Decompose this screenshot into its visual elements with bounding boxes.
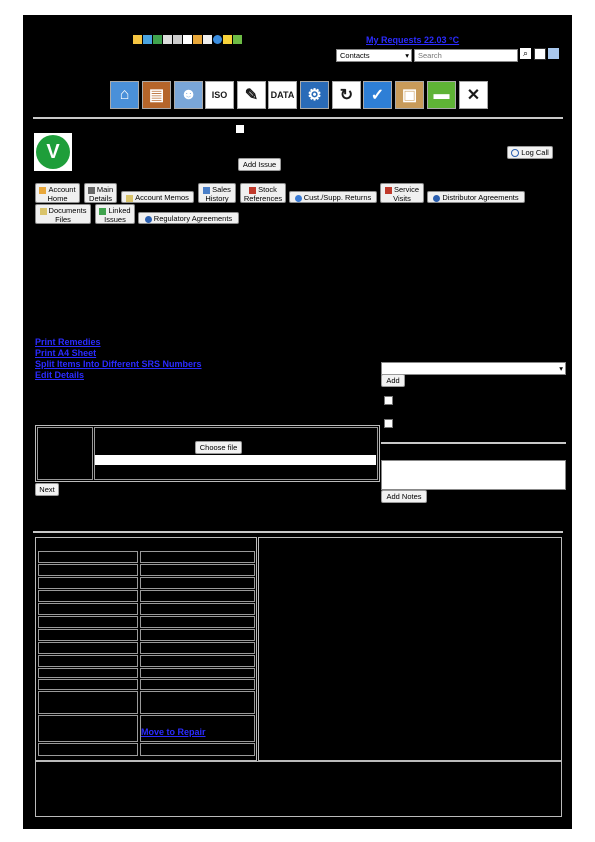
stock-tab-icon — [249, 187, 256, 194]
tab-account-memos[interactable] — [121, 191, 194, 203]
company-logo — [34, 133, 72, 171]
returns-tab-icon — [295, 195, 302, 202]
tab-label: Service Visits — [393, 185, 419, 203]
pen-icon[interactable]: ✎ — [237, 81, 266, 109]
tab-label: Distributor Agreements — [442, 193, 519, 202]
table-label-cell — [38, 564, 138, 576]
table-label-cell — [38, 679, 138, 690]
link-tab-icon — [99, 208, 106, 215]
log-call-button[interactable] — [507, 146, 553, 159]
table-label-cell — [38, 616, 138, 628]
add-button[interactable]: Add — [381, 374, 405, 387]
expand-icon[interactable] — [548, 48, 559, 59]
table-value-cell — [140, 551, 255, 563]
iso-icon[interactable]: ISO — [205, 81, 234, 109]
shop-icon[interactable]: ▤ — [142, 81, 171, 109]
table-value-cell — [140, 577, 255, 589]
globe-icon[interactable] — [143, 35, 152, 44]
lightning-icon[interactable] — [223, 35, 232, 44]
divider-top — [33, 117, 563, 119]
tab-linked-issues[interactable] — [95, 204, 135, 224]
upload-label-cell — [37, 427, 93, 480]
add-issue-button[interactable]: Add Issue — [238, 158, 281, 171]
chevron-down-icon: ▾ — [405, 51, 409, 60]
search-scope-value: Contacts — [340, 51, 370, 60]
folder-icon[interactable] — [193, 35, 202, 44]
agreement-tab-icon — [433, 195, 440, 202]
print-remedies-link[interactable]: Print Remedies — [35, 337, 101, 347]
tab-label: Main Details — [89, 185, 114, 203]
notes-textarea[interactable] — [381, 460, 566, 490]
box-icon[interactable]: ▣ — [395, 81, 424, 109]
tab-label: Regulatory Agreements — [153, 214, 233, 223]
tab-regulatory-agreements[interactable] — [138, 212, 239, 224]
table-value-cell — [140, 679, 255, 690]
documents-tab-icon — [40, 208, 47, 215]
option-checkbox-2[interactable] — [384, 419, 393, 428]
page-background — [23, 15, 572, 829]
book-icon[interactable] — [173, 35, 182, 44]
log-call-label: Log Call — [521, 148, 549, 157]
table-value-cell — [140, 564, 255, 576]
tab-label: Cust./Supp. Returns — [303, 193, 372, 202]
new-window-icon[interactable] — [534, 48, 546, 60]
tab-label: Stock References — [243, 185, 283, 203]
paint-icon[interactable] — [203, 35, 212, 44]
add-notes-button[interactable]: Add Notes — [381, 490, 427, 503]
move-to-repair-link[interactable]: Move to Repair — [141, 727, 206, 737]
notes-type-select[interactable] — [381, 362, 566, 375]
choose-file-button[interactable]: Choose file — [195, 441, 242, 454]
chevron-down-icon: ▾ — [559, 364, 563, 373]
edit-pencil-icon[interactable] — [236, 125, 244, 133]
search-icon[interactable]: ⌕ — [520, 48, 531, 59]
table-value-cell — [140, 642, 255, 654]
manual-icon[interactable]: ▬ — [427, 81, 456, 109]
tab-label: Sales History — [205, 185, 231, 203]
table-label-cell — [38, 590, 138, 602]
table-value-cell — [140, 616, 255, 628]
table-label-cell — [38, 743, 138, 756]
log-call-icon — [511, 149, 519, 157]
table-label-cell — [38, 603, 138, 615]
tab-distributor-agreements[interactable] — [427, 191, 525, 203]
print-a4-sheet-link[interactable]: Print A4 Sheet — [35, 348, 97, 358]
table-label-cell — [38, 629, 138, 641]
divider-bottom — [33, 531, 563, 533]
details-side-panel — [258, 537, 562, 761]
v-logo-icon: V — [36, 135, 70, 169]
table-label-cell — [38, 655, 138, 667]
table-value-cell — [140, 668, 255, 678]
refresh-icon[interactable] — [153, 35, 162, 44]
sync-icon[interactable]: ↻ — [332, 81, 361, 109]
tab-account-home[interactable] — [35, 183, 80, 203]
grid-icon[interactable] — [163, 35, 172, 44]
quick-icons-row — [133, 35, 243, 44]
divider-right — [381, 442, 566, 444]
tab-cust-supp-returns[interactable] — [289, 191, 377, 203]
people-icon[interactable]: ☻ — [174, 81, 203, 109]
my-requests-link[interactable]: My Requests 22.03 °C — [366, 35, 460, 45]
table-label-cell — [38, 577, 138, 589]
leaf-icon[interactable] — [233, 35, 242, 44]
home-tab-icon — [39, 187, 46, 194]
smiley-icon[interactable] — [133, 35, 142, 44]
tab-label: Account Memos — [135, 193, 189, 202]
regulatory-tab-icon — [145, 216, 152, 223]
coera-data-icon[interactable]: DATA — [268, 81, 297, 109]
split-items-link[interactable]: Split Items Into Different SRS Numbers — [35, 359, 202, 369]
next-button[interactable]: Next — [35, 483, 59, 496]
table-value-cell — [140, 655, 255, 667]
table-label-cell — [38, 551, 138, 563]
service-tab-icon — [385, 187, 392, 194]
tab-stock-references[interactable] — [240, 183, 286, 203]
pencil-tab-icon — [88, 187, 95, 194]
edit-details-link[interactable]: Edit Details — [35, 370, 85, 380]
close-x-icon[interactable]: ✕ — [459, 81, 488, 109]
table-label-cell — [38, 691, 138, 714]
table-label-cell — [38, 668, 138, 678]
info-icon[interactable] — [213, 35, 222, 44]
table-value-cell — [140, 629, 255, 641]
gears-icon[interactable]: ⚙ — [300, 81, 329, 109]
tab-label: Account Home — [47, 185, 76, 203]
home-icon[interactable]: ⌂ — [110, 81, 139, 109]
graph-icon[interactable]: ✓ — [363, 81, 392, 109]
table-label-cell — [38, 642, 138, 654]
tab-sales-history[interactable] — [198, 183, 236, 203]
table-value-cell — [140, 590, 255, 602]
calendar-icon[interactable] — [183, 35, 192, 44]
tab-label: Linked Issues — [104, 206, 131, 224]
table-value-cell — [140, 743, 255, 756]
tab-label: Documents Files — [48, 206, 87, 224]
option-checkbox-1[interactable] — [384, 396, 393, 405]
upload-input-bar[interactable] — [95, 455, 376, 465]
chart-tab-icon — [203, 187, 210, 194]
footer-panel — [35, 761, 562, 817]
table-value-cell — [140, 603, 255, 615]
tab-service-visits[interactable] — [380, 183, 424, 203]
table-label-cell — [38, 715, 138, 742]
tab-documents-files[interactable] — [35, 204, 91, 224]
search-scope-select[interactable] — [336, 49, 412, 62]
tab-main-details[interactable] — [84, 183, 117, 203]
table-value-cell — [140, 691, 255, 714]
search-input[interactable] — [414, 49, 518, 62]
memo-tab-icon — [126, 195, 133, 202]
